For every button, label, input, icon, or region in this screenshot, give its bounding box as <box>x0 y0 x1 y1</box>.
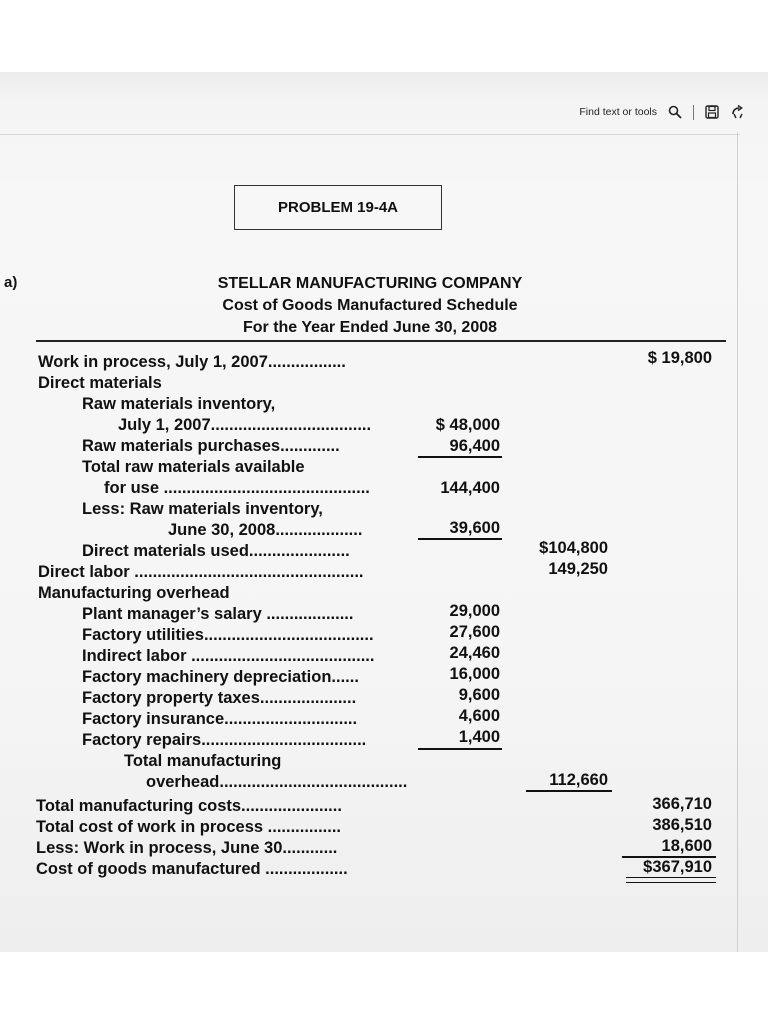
schedule-title: Cost of Goods Manufactured Schedule <box>222 297 518 314</box>
row-amount: 29,000 <box>449 602 500 620</box>
row-label: Manufacturing overhead <box>38 584 230 602</box>
row-amount: 144,400 <box>440 479 500 497</box>
subtotal-rule <box>526 790 612 792</box>
row-amount: 9,600 <box>458 686 500 704</box>
row-label: Factory repairs.................................... <box>82 731 367 749</box>
row-amount: $ 48,000 <box>435 416 500 434</box>
row-amount: 27,600 <box>449 623 500 641</box>
schedule-heading <box>160 273 580 339</box>
row-label: Raw materials purchases............. <box>82 437 340 455</box>
row-amount: $104,800 <box>539 539 608 557</box>
row-label: Raw materials inventory, <box>82 395 276 413</box>
company-name: STELLAR MANUFACTURING COMPANY <box>217 275 523 292</box>
row-amount: $367,910 <box>643 858 712 876</box>
row-label: Less: Work in process, June 30............ <box>36 839 338 857</box>
row-label: overhead......................................... <box>146 773 408 791</box>
row-amount: 112,660 <box>549 771 608 789</box>
row-amount: 386,510 <box>652 816 712 834</box>
problem-title: PROBLEM 19-4A <box>277 199 399 216</box>
row-label: Factory machinery depreciation...... <box>82 668 359 686</box>
row-label: Factory insurance............................. <box>82 710 358 728</box>
row-amount: 39,600 <box>449 519 500 537</box>
subtotal-rule <box>418 748 502 750</box>
row-label: Factory utilities..................................... <box>82 626 374 644</box>
total-double-rule <box>626 877 716 883</box>
toolbar-divider <box>693 105 694 120</box>
row-label: Direct labor .................................................. <box>38 563 364 581</box>
viewer-toolbar <box>579 102 746 122</box>
row-amount: 96,400 <box>449 437 500 455</box>
row-amount: $ 19,800 <box>647 349 712 367</box>
row-label: Total raw materials available <box>82 458 305 476</box>
row-amount: 1,400 <box>458 728 500 746</box>
row-amount: 18,600 <box>661 837 712 855</box>
row-label: Total cost of work in process ................ <box>36 818 342 836</box>
document-photo <box>0 72 768 952</box>
part-label: a) <box>4 274 18 291</box>
subtotal-rule <box>418 456 502 458</box>
row-label: Cost of goods manufactured .................. <box>36 860 348 878</box>
row-label: Plant manager’s salary ................... <box>82 605 354 623</box>
row-label: Direct materials <box>38 374 162 392</box>
row-amount: 149,250 <box>548 560 608 578</box>
subtotal-rule <box>418 538 502 540</box>
row-label: for use ............................................. <box>104 479 370 497</box>
row-label: Direct materials used...................... <box>82 542 350 560</box>
row-amount: 4,600 <box>458 707 500 725</box>
row-label: July 1, 2007................................... <box>118 416 372 434</box>
share-icon[interactable] <box>730 104 746 120</box>
row-label: Total manufacturing <box>124 752 282 770</box>
page-edge-right <box>737 132 738 952</box>
row-label: Total manufacturing costs...................... <box>36 797 342 815</box>
row-label: Factory property taxes..................... <box>82 689 357 707</box>
row-label: June 30, 2008................... <box>168 521 363 539</box>
row-amount: 16,000 <box>449 665 500 683</box>
row-label: Work in process, July 1, 2007................. <box>38 353 346 371</box>
row-amount: 366,710 <box>652 795 712 813</box>
schedule-period: For the Year Ended June 30, 2008 <box>242 319 498 336</box>
problem-title-box <box>234 185 442 230</box>
save-icon[interactable] <box>704 104 720 120</box>
row-label: Indirect labor ........................................ <box>82 647 375 665</box>
heading-rule <box>36 340 726 342</box>
bottom-margin <box>0 952 768 1024</box>
page-edge-top <box>0 134 740 135</box>
find-text-button[interactable]: Find text or tools <box>579 106 657 118</box>
row-amount: 24,460 <box>449 644 500 662</box>
search-icon[interactable] <box>667 104 683 120</box>
row-label: Less: Raw materials inventory, <box>82 500 323 518</box>
